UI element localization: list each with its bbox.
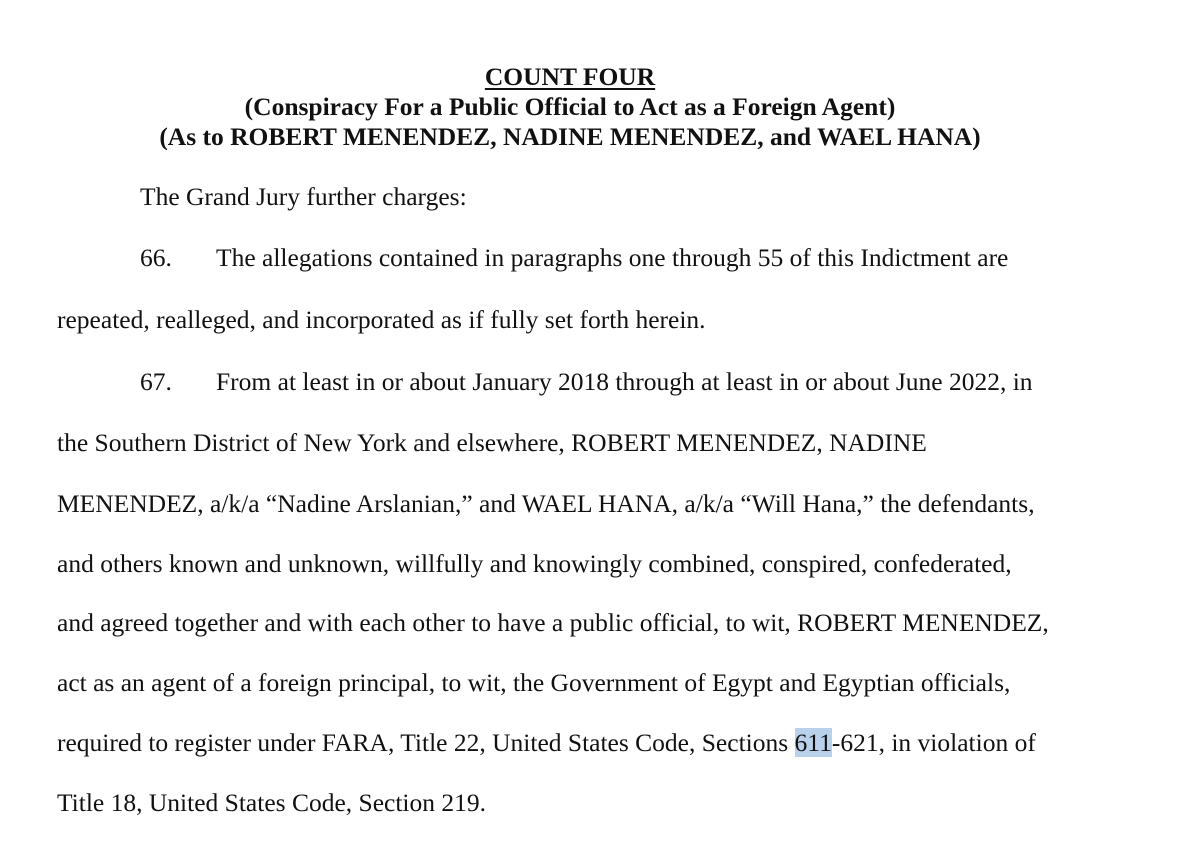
paragraph-67-line-8: Title 18, United States Code, Section 219. xyxy=(57,788,487,817)
intro-line: The Grand Jury further charges: xyxy=(140,182,467,211)
paragraph-67-text-1: From at least in or about January 2018 through at least in or about June 2022, in xyxy=(216,367,1033,396)
paragraph-66-line-1 xyxy=(140,243,1008,273)
paragraph-67-text-7a: required to register under FARA, Title 22, United States Code, Sections xyxy=(57,728,795,757)
count-subtitle-charge: (Conspiracy For a Public Official to Act as a Foreign Agent) xyxy=(244,92,896,121)
selected-text-highlight[interactable]: 611 xyxy=(794,728,832,757)
paragraph-67-line-1 xyxy=(140,367,1033,397)
paragraph-67-number: 67. xyxy=(140,367,172,396)
paragraph-67-line-3: MENENDEZ, a/k/a “Nadine Arslanian,” and WAEL HANA, a/k/a “Will Hana,” the defendants, xyxy=(57,489,1035,518)
paragraph-67-line-2: the Southern District of New York and elsewhere, ROBERT MENENDEZ, NADINE xyxy=(57,428,927,457)
count-subtitle-defendants: (As to ROBERT MENENDEZ, NADINE MENENDEZ, and WAEL HANA) xyxy=(159,122,981,151)
paragraph-66-line-2: repeated, realleged, and incorporated as if fully set forth herein. xyxy=(57,305,706,334)
count-title: COUNT FOUR xyxy=(484,62,656,91)
paragraph-67-line-5: and agreed together and with each other to have a public official, to wit, ROBERT MENENDEZ, xyxy=(57,608,1049,637)
paragraph-66-text-1: The allegations contained in paragraphs one through 55 of this Indictment are xyxy=(216,243,1009,272)
paragraph-67-line-4: and others known and unknown, willfully and knowingly combined, conspired, confederated, xyxy=(57,549,1012,578)
paragraph-67-line-7 xyxy=(57,728,1036,758)
paragraph-66-number: 66. xyxy=(140,243,172,272)
paragraph-67-line-6: act as an agent of a foreign principal, to wit, the Government of Egypt and Egyptian officials, xyxy=(57,668,1011,697)
paragraph-67-text-7b: -621, in violation of xyxy=(831,728,1036,757)
